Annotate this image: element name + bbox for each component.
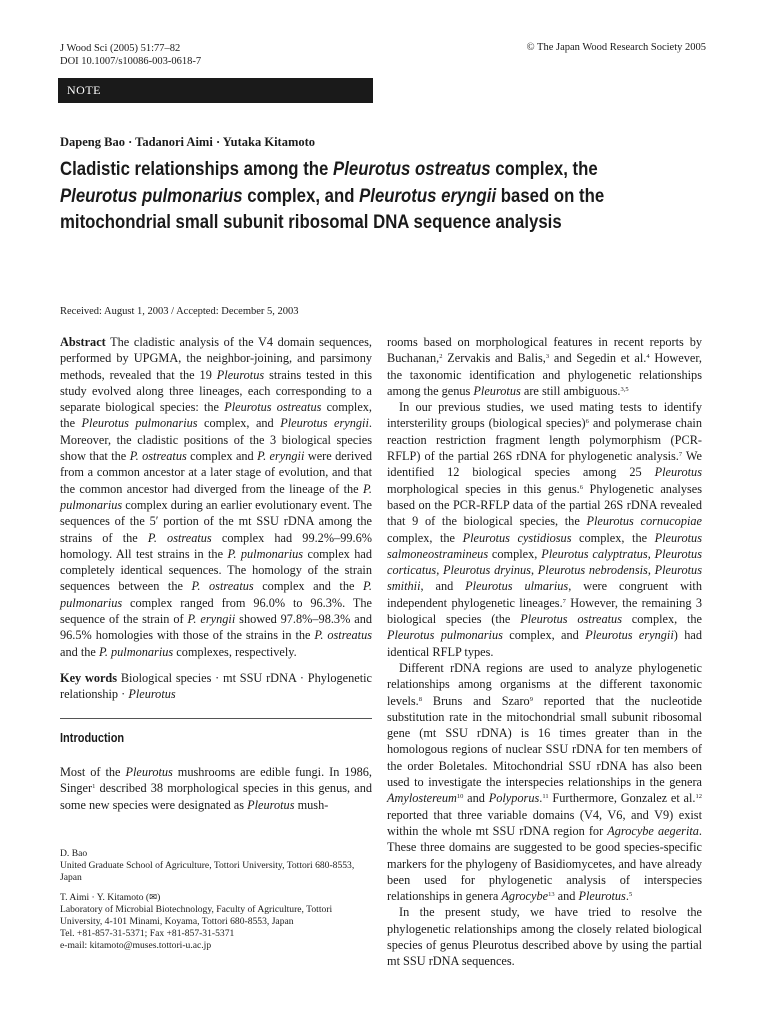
affiliation-1 — [60, 848, 372, 884]
species-name: Pleurotus ostreatus — [520, 612, 622, 627]
species-name: P. pulmonarius — [60, 481, 372, 512]
body-text: complex, — [488, 546, 542, 561]
author-1-affiliation: United Graduate School of Agriculture, Tottori University, Tottori 680-8553, Japan — [60, 860, 355, 883]
body-text: In our previous studies, we used mating tests to identify intersterility groups (biological species) — [387, 400, 702, 431]
abstract-text: and the — [60, 644, 99, 659]
right-column — [387, 334, 702, 970]
title-part: based on the mitochondrial small subunit ribosomal DNA sequence analysis — [60, 184, 605, 233]
body-text: Zervakis and Balis, — [442, 351, 546, 366]
body-text: complex, the — [571, 530, 655, 545]
introduction-heading: Introduction — [60, 731, 125, 745]
body-text: and — [554, 889, 579, 904]
body-text: Phylogenetic analyses based on the PCR-RFLP data of the partial 26S rDNA revealed that 9 of the biological species, the — [387, 481, 703, 529]
citation-ref: 6 — [579, 483, 583, 491]
species-name: Pleurotus ostreatus — [224, 400, 322, 415]
abstract-text: complex ranged from 96.0% to 96.3%. The sequence of the strain of — [60, 595, 372, 627]
body-text: , — [647, 563, 655, 578]
species-name: P. pulmonarius — [227, 546, 304, 561]
species-name: Pleurotus smithii — [387, 563, 702, 594]
body-paragraph — [387, 334, 702, 399]
species-name: P. eryngii — [257, 449, 305, 464]
title-part: Pleurotus pulmonarius — [60, 184, 243, 207]
body-text: . — [625, 889, 629, 904]
abstract-paragraph — [60, 334, 372, 660]
abstract-text: The cladistic analysis of the V4 domain sequences, performed by UPGMA, the neighbor-joining, and parsimony methods, revealed that the 19 — [60, 335, 372, 382]
species-name: Pleurotus cornucopiae — [586, 514, 703, 529]
citation-ref: 7 — [678, 451, 683, 459]
body-text: However, the taxonomic identification and phylogenetic relationships among the genus — [387, 351, 702, 398]
abstract-text: were derived from a common ancestor at a later stage of evolution, and that the common ancestor had diverged from the lineage of the — [60, 449, 373, 496]
body-text: complex, and — [502, 628, 586, 643]
text-seg: mushrooms are edible fungi. In 1986, Singer — [60, 765, 372, 796]
species-name: P. pulmonarius — [98, 644, 174, 659]
received-date: Received: August 1, 2003 / Accepted: December 5, 2003 — [60, 306, 299, 317]
text-seg: Pleurotus — [247, 797, 295, 812]
keywords-paragraph — [60, 670, 372, 703]
keywords-italic: Pleurotus — [128, 687, 176, 702]
body-text: . These three domains are suggested to be good species-specific markers for the phylogeny of Basidiomycetes, and have already been used for phylogenetic analysis of interspecies relationships in genera — [387, 823, 702, 904]
body-text: , — [436, 563, 443, 578]
text-seg: described 38 morphological species in this genus, and some new species were designated as — [60, 781, 372, 812]
species-name: P. eryngii — [187, 612, 236, 627]
authors: Dapeng Bao · Tadanori Aimi · Yutaka Kitamoto — [60, 135, 316, 149]
species-name: Pleurotus ulmarius — [465, 579, 569, 594]
species-name: Pleurotus eryngii — [585, 628, 674, 643]
abstract-text: complexes, respectively. — [173, 644, 297, 659]
species-name: Pleurotus pulmonarius — [81, 416, 198, 431]
body-text: are still ambiguous. — [520, 383, 621, 398]
species-name: P. pulmonarius — [60, 579, 372, 610]
species-name: Pleurotus pulmonarius — [387, 628, 503, 643]
body-text: Bruns and Szaro — [422, 693, 530, 708]
body-text: , and — [420, 579, 466, 594]
species-name: Pleurotus nebrodensis — [537, 563, 648, 578]
abstract-text: complex and the — [253, 579, 363, 594]
title-part: complex, the — [490, 158, 598, 180]
abstract-text: complex during an earlier evolutionary event. The sequences of the 5′ portion of the mt SSU rDNA among the strains of the — [60, 497, 372, 545]
body-text: Furthermore, Gonzalez et al. — [548, 791, 696, 806]
body-text: Different rDNA regions are used to analyze phylogenetic relationships among organisms at the different taxonomic levels. — [387, 660, 702, 708]
citation-ref: 10 — [456, 793, 464, 801]
body-text: ) had identical RFLP types. — [387, 628, 702, 659]
citation-ref: 7 — [562, 597, 566, 605]
journal-citation-block — [60, 42, 201, 68]
abstract-section — [60, 334, 372, 703]
body-text: We identified 12 biological species among 25 — [387, 449, 702, 480]
citation-ref: 12 — [695, 793, 702, 801]
introduction-body — [60, 764, 372, 813]
species-name: P. ostreatus — [147, 530, 212, 545]
affiliation-2 — [60, 892, 372, 952]
species-name: Pleurotus — [654, 465, 702, 480]
body-text: . — [539, 791, 543, 806]
species-name: Pleurotus eryngii — [280, 416, 369, 431]
abstract-text: complex had 99.2%–99.6% homology. All test strains in the — [60, 530, 372, 561]
species-name: Polyporus — [488, 791, 540, 806]
body-text: rooms based on morphological features in recent reports by Buchanan, — [387, 335, 702, 366]
citation-ref: 8 — [418, 695, 423, 703]
abstract-text: . Moreover, the cladistic positions of the 3 biological species show that the — [60, 416, 372, 464]
species-name: Pleurotus cystidiosus — [462, 530, 572, 545]
abstract-text: complex and — [186, 449, 258, 464]
citation-ref: 3 — [545, 353, 550, 361]
abstract-text: strains tested in this study evolved along three lineages, each corresponding to a separate biological species: the — [60, 367, 373, 415]
species-name: Agrocybe aegerita — [607, 823, 699, 838]
species-name: Pleurotus — [216, 367, 265, 382]
species-name: Pleurotus dryinus — [442, 563, 531, 578]
citation-ref: 13 — [548, 891, 555, 899]
article-title — [60, 156, 696, 236]
body-text: complex, the — [621, 612, 703, 627]
author-2-affiliation: Laboratory of Microbial Biotechnology, Faculty of Agriculture, Tottori University, 4-101 Minami, Koyama, Tottori 680-8553, Japan — [60, 904, 333, 927]
body-text: complex, the — [387, 530, 463, 545]
title-part: Pleurotus eryngii — [359, 184, 497, 207]
body-paragraph — [387, 660, 702, 904]
species-name: P. ostreatus — [129, 449, 187, 464]
body-text: and polymerase chain reaction restriction fragment length polymorphism (PCR-RFLP) of the partial 26S rDNA for phylogenetic analysis. — [387, 416, 702, 464]
abstract-label: Abstract — [60, 335, 106, 349]
body-paragraph — [387, 399, 702, 660]
body-text: , — [530, 563, 538, 578]
section-divider — [60, 718, 372, 719]
citation-ref: 11 — [542, 793, 549, 801]
abstract-text: showed 97.8%–98.3% and 96.5% homologies with those of the strains in the — [60, 612, 372, 643]
title-part: Cladistic relationships among the — [60, 158, 334, 180]
citation-ref: 1 — [92, 783, 96, 791]
abstract-text: complex, and — [197, 416, 281, 431]
copyright: © The Japan Wood Research Society 2005 — [526, 42, 706, 53]
intro-paragraph — [60, 764, 372, 813]
journal-citation: J Wood Sci (2005) 51:77–82 — [60, 43, 181, 54]
species-name: Agrocybe — [501, 889, 549, 904]
contact-email[interactable]: e-mail: kitamoto@muses.tottori-u.ac.jp — [60, 940, 212, 951]
body-text: and — [463, 791, 489, 806]
species-name: Pleurotus — [473, 383, 521, 398]
citation-ref: 4 — [646, 353, 650, 361]
body-text: reported that three variable domains (V4, V6, and V9) exist within the whole mt SSU rDNA region for — [387, 807, 702, 838]
species-name: Pleurotus corticatus — [387, 546, 702, 578]
species-name: Amylostereum — [387, 791, 457, 806]
keywords-text: Biological species · mt SSU rDNA · Phylogenetic relationship · — [60, 670, 372, 702]
body-text: and Segedin et al. — [549, 351, 647, 366]
section-label: NOTE — [58, 78, 373, 103]
body-text: , were congruent with independent phylogenetic lineages. — [387, 579, 702, 610]
author-1-name: D. Bao — [60, 848, 88, 859]
body-text: morphological species in this genus. — [387, 481, 580, 496]
text-seg: Most of the — [60, 765, 126, 779]
citation-ref: 5 — [628, 891, 633, 899]
body-text: reported that the nucleotide substitution rate in the mitochondrial small subunit ribosomal gene (mt SSU rDNA) is 16 times greater than in the homologous regions of nuclear SSU rDNA for ten members of the order Boletales. Mitochondrial SSU rDNA has also been used to investigate the interspecies relationships in the genera — [387, 693, 702, 790]
species-name: Pleurotus calyptratus — [541, 546, 648, 561]
body-text: , — [647, 546, 655, 561]
keywords-label: Key words — [60, 670, 118, 685]
species-name: Pleurotus salmoneostramineus — [387, 530, 702, 561]
citation-ref: 3,5 — [620, 385, 629, 393]
abstract-text: complex, the — [60, 400, 373, 431]
text-seg: Pleurotus — [125, 765, 173, 779]
species-name: P. ostreatus — [314, 628, 373, 643]
doi[interactable]: DOI 10.1007/s10086-003-0618-7 — [60, 56, 202, 67]
body-paragraph — [387, 904, 702, 969]
species-name: Pleurotus — [578, 889, 626, 904]
text-seg: mush- — [294, 797, 329, 812]
title-part: complex, and — [242, 184, 360, 207]
citation-ref: 9 — [529, 695, 533, 703]
body-text: However, the remaining 3 biological species (the — [387, 595, 702, 627]
affiliations — [60, 848, 372, 960]
body-text: In the present study, we have tried to resolve the phylogenetic relationships among the closely related biological species of genus Pleurotus described above by using the partial mt SSU rDNA sequences. — [387, 905, 702, 969]
abstract-text: complex had completely identical sequences. The homology of the strain sequences between the — [60, 546, 372, 594]
citation-ref: 2 — [439, 353, 443, 361]
contact-phone: Tel. +81-857-31-5371; Fax +81-857-31-5371 — [60, 928, 235, 939]
author-2-name: T. Aimi · Y. Kitamoto (✉) — [60, 892, 161, 903]
citation-ref: 6 — [585, 418, 589, 426]
species-name: P. ostreatus — [191, 579, 254, 594]
title-part: Pleurotus ostreatus — [333, 158, 491, 180]
